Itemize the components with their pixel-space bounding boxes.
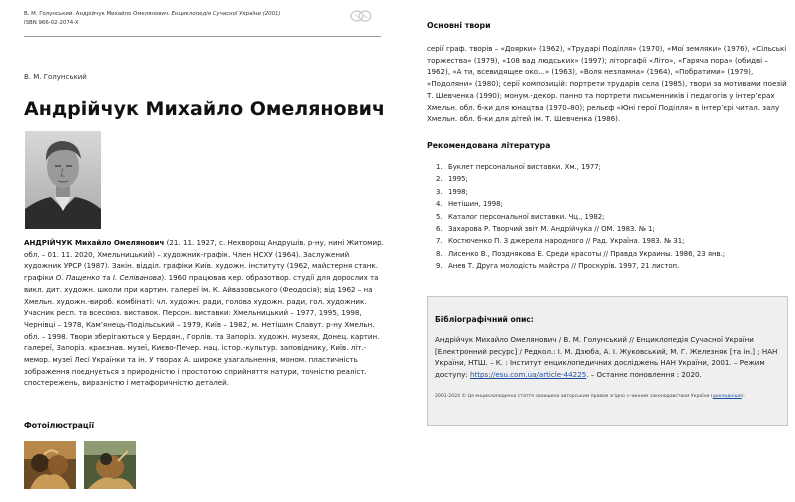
artwork-thumbnail-1[interactable]	[24, 441, 76, 489]
header-citation-encyclopedia: Енциклопедія Сучасної України (2001)	[171, 11, 281, 17]
literature-list	[436, 161, 786, 273]
copyright-notice	[435, 393, 783, 401]
bio-name: АНДРІЙЧУК Михайло Омелянович	[24, 238, 165, 247]
bio-and: та	[99, 273, 113, 283]
copyright-text: 2001-2024 © Ця енциклопедична стаття захищена авторським правом згідно з чинним законодавством України (	[435, 394, 713, 399]
list-item: 1. Буклет персональної виставки. Хм., 1977;	[436, 163, 601, 171]
esu-logo-icon	[348, 9, 374, 23]
list-item: 9. Анев Т. Друга молодість майстра // Проскурів. 1997, 21 листоп.	[436, 262, 680, 271]
print-header	[24, 10, 384, 28]
works-text: серії граф. творів – «Доярки» (1962), «Трударі Поділля» (1970), «Мої земляки» (1976), «Сільські торжества» (1979), «108 вад людських» (1997); літоргафії «Літо», «Гаряча пора» (обидві – 1962), «А ти, всевидящее око...» (1963), «Воля незламна» (1964), «Побратими» (1979), «Подоляни» (1980); серії композицій: портрети трударів села (1985), твори за мотивами поезій Т. Шевченка (1990); монум.-декор. панно та портрети письменників і педагогів у інтер’єрах Хмельн. обл. б-ки для юнацтва (1970–80); рельєф «Юні герої Поділля» в інтер’єрі читал. залу Хмельн. обл. б-ки для дітей ім. Т. Шевченка (1986).	[427, 44, 787, 124]
list-item: 5. Каталог персональної виставки. Чц., 1982;	[436, 212, 605, 221]
portrait-image	[25, 131, 101, 229]
bibliography-heading: Бібліографічний опис:	[435, 315, 534, 324]
article-body	[24, 237, 384, 389]
bibliography-box	[427, 296, 788, 426]
list-item: 4. Нетішин, 1998;	[436, 200, 503, 209]
list-item: 8. Лисенко В., Позднякова Е. Среди красоты // Правда Украины. 1986, 23 янв.;	[436, 249, 726, 258]
artwork-thumbnail-2-image	[84, 441, 136, 489]
bio-teacher-2: І. Селіванова	[112, 273, 162, 283]
list-item: 3. 1998;	[436, 187, 468, 196]
header-divider	[24, 36, 381, 37]
list-item: 2. 1995;	[436, 175, 468, 184]
list-item: 6. Захарова Р. Творчий звіт М. Андрійчука // ОМ. 1983. № 1;	[436, 224, 655, 233]
artwork-thumbnail-2[interactable]	[84, 441, 136, 489]
bio-text-2: ). 1960 працював кер. образотвор. студії для дорослих та викл. дит. художн. школи при картин. галереї ім. К. Айвазовського (Феодосія); від 1962 – на Хмельн. художн.-вироб. комбінаті: чл. художн. ради, голова художн. ради, гол. художник. Учасник респ. та всесоюз. виставок. Персон. виставки: Хмельницький – 1977, 1995, 1998, Чернівці – 1978, Кам’янець-Подільський – 1979, Київ – 1982, м. Нетішин Славут. р-ну Хмельн. обл. – 1998. Твори зберігаються у Бердян., Горлів. та Запоріз. художн. музеях, Донец. картин. галереї, Запоріз. краєзнав. музеї, Києво-Печер. нац. істор.-культур. заповіднику, Київ. літ.-мемор. музеї Лесі Українки та ін. У творах А. широке узагальнення, моном. пластичність зображення поєднується з природністю і простотою сприйняття натури, точністю реаліст. спостережень, виразністю і метафоричністю деталей.	[24, 273, 380, 388]
list-item: 7. Костюченко П. З джерела народного // Рад. Україна. 1983. № 31;	[436, 237, 685, 246]
literature-heading: Рекомендована література	[427, 141, 551, 150]
artwork-thumbnail-1-image	[24, 441, 76, 489]
header-isbn: ISBN 966-02-2074-X	[24, 20, 79, 26]
bibliography-text	[435, 334, 783, 381]
author-portrait-photo	[25, 131, 101, 229]
copyright-details-link[interactable]: докладніше	[712, 394, 742, 399]
bibliography-citation: Андрійчук Михайло Омелянович / В. М. Голунський // Енциклопедія Сучасної України [Електронний ресурс] / Редкол.: І. М. Дзюба, А. І. Жуковський, М. Г. Железняк [та ін.] ; НАН України, НТШ. – К. : Інститут енциклопедичних досліджень НАН України, 2001. – Режим доступу:	[435, 335, 778, 380]
page-title: Андрійчук Михайло Омелянович	[24, 98, 385, 120]
bibliography-updated: . – Останнє поновлення : 2020.	[586, 370, 702, 380]
article-url-link[interactable]: https://esu.com.ua/article-44225	[469, 370, 587, 380]
bio-text-1: (21. 11. 1927, с. Нехворощ Андрушів. р-ну, нині Житомир. обл. – 01. 11. 2020, Хмельницький) – художник-графік. Член НСХУ (1964). Заслужений художник УРСР (1987). Закін. відділ. графіки Київ. художн. інституту (1962, майстерня станк. графіки	[24, 238, 384, 283]
article-author: В. М. Голунський	[24, 73, 87, 81]
bio-teacher-1: О. Пащенко	[55, 273, 100, 283]
photos-heading: Фотоілюстрації	[24, 421, 95, 430]
header-citation-author: В. М. Голунський. Андрійчук Михайло Омелянович.	[24, 11, 170, 17]
copyright-close: ).	[741, 394, 745, 399]
works-heading: Основні твори	[427, 21, 491, 30]
